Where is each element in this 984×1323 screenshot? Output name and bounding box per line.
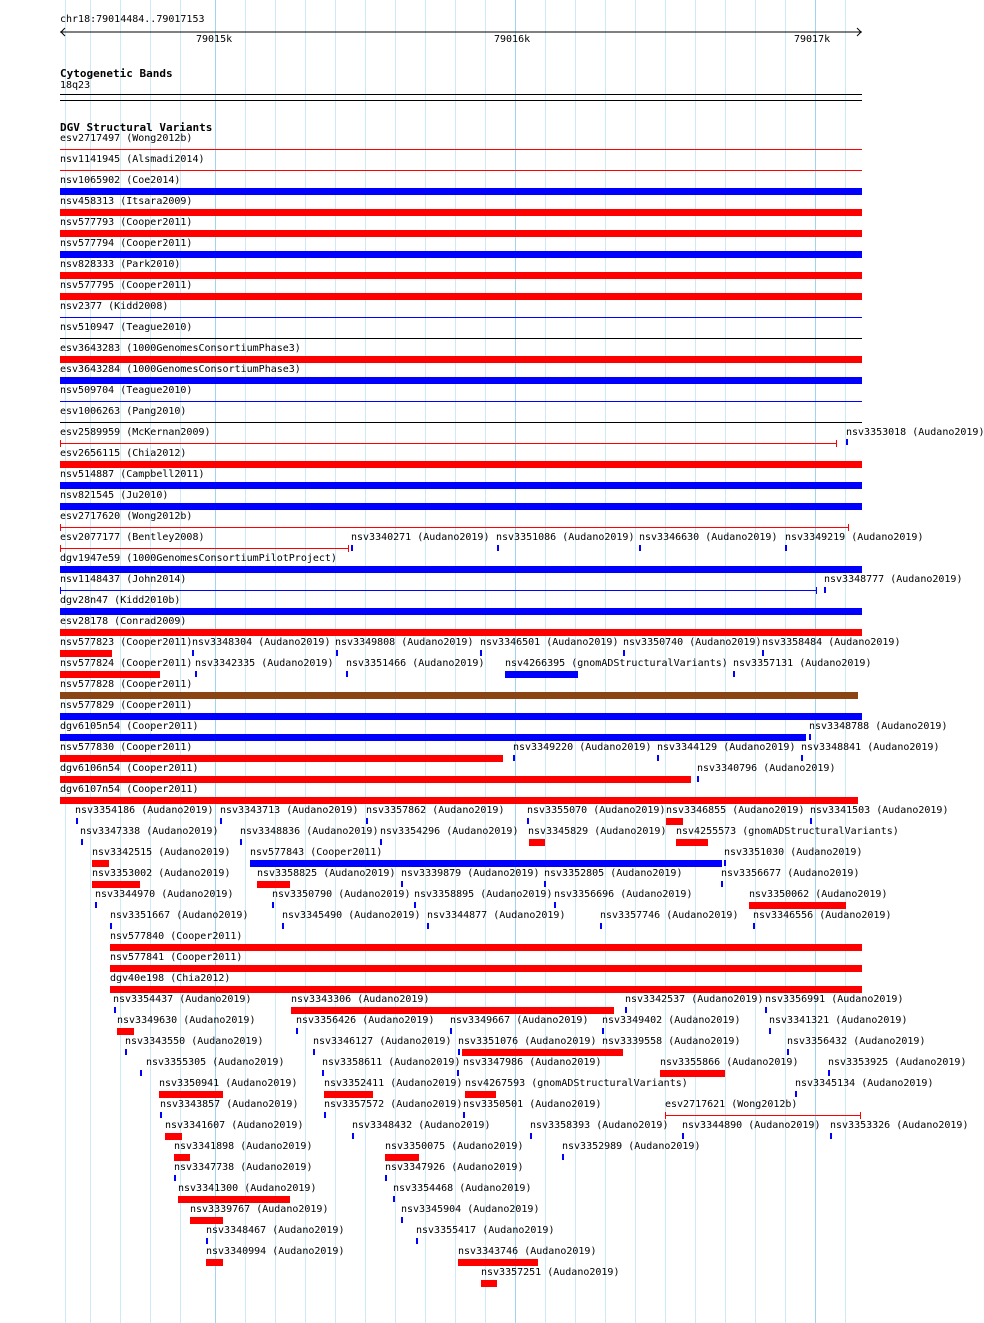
- feature-label[interactable]: nsv3357572 (Audano2019): [324, 1099, 463, 1110]
- variant-tick[interactable]: [195, 671, 197, 677]
- feature-label[interactable]: nsv3358825 (Audano2019): [257, 868, 396, 879]
- variant-bar[interactable]: [60, 356, 862, 363]
- feature-label[interactable]: nsv3347986 (Audano2019): [463, 1057, 602, 1068]
- variant-bar[interactable]: [465, 1091, 496, 1098]
- variant-bar[interactable]: [462, 1049, 623, 1056]
- feature-label[interactable]: nsv3355417 (Audano2019): [416, 1225, 555, 1236]
- variant-bar[interactable]: [505, 671, 578, 678]
- variant-bar[interactable]: [60, 671, 160, 678]
- variant-line[interactable]: [60, 338, 862, 339]
- variant-tick[interactable]: [809, 734, 811, 740]
- dgv-track-title: DGV Structural Variants: [60, 121, 213, 134]
- variant-bar[interactable]: [60, 734, 806, 741]
- feature-label[interactable]: esv2717621 (Wong2012b): [665, 1099, 798, 1110]
- feature-label[interactable]: nsv3341300 (Audano2019): [178, 1183, 317, 1194]
- feature-label[interactable]: nsv3351667 (Audano2019): [110, 910, 249, 921]
- variant-tick[interactable]: [220, 818, 222, 824]
- feature-label[interactable]: nsv577843 (Cooper2011): [250, 847, 383, 858]
- variant-tick[interactable]: [457, 1070, 459, 1076]
- variant-span-cap: [836, 440, 837, 447]
- feature-label[interactable]: nsv3356426 (Audano2019): [296, 1015, 435, 1026]
- variant-tick[interactable]: [765, 1007, 767, 1013]
- variant-span-cap: [348, 545, 349, 552]
- variant-tick[interactable]: [393, 1196, 395, 1202]
- feature-label[interactable]: nsv3357251 (Audano2019): [481, 1267, 620, 1278]
- variant-span[interactable]: [60, 590, 816, 591]
- variant-bar[interactable]: [110, 944, 862, 951]
- feature-label[interactable]: esv2717497 (Wong2012b): [60, 133, 193, 144]
- feature-label[interactable]: nsv3350740 (Audano2019): [623, 637, 762, 648]
- variant-bar[interactable]: [165, 1133, 182, 1140]
- variant-bar[interactable]: [60, 251, 862, 258]
- variant-tick[interactable]: [346, 671, 348, 677]
- feature-label[interactable]: nsv4267593 (gnomADStructuralVariants): [465, 1078, 688, 1089]
- feature-label[interactable]: nsv3342335 (Audano2019): [195, 658, 334, 669]
- feature-label[interactable]: nsv3345134 (Audano2019): [795, 1078, 934, 1089]
- variant-tick[interactable]: [480, 650, 482, 656]
- variant-line[interactable]: [60, 149, 862, 150]
- feature-label[interactable]: nsv3351086 (Audano2019): [496, 532, 635, 543]
- variant-bar[interactable]: [529, 839, 545, 846]
- feature-label[interactable]: nsv3354468 (Audano2019): [393, 1183, 532, 1194]
- feature-label[interactable]: nsv3348304 (Audano2019): [192, 637, 331, 648]
- variant-span-cap: [848, 524, 849, 531]
- variant-bar[interactable]: [250, 860, 722, 867]
- variant-tick[interactable]: [795, 1091, 797, 1097]
- feature-label[interactable]: nsv1065902 (Coe2014): [60, 175, 181, 186]
- feature-label[interactable]: nsv3348777 (Audano2019): [824, 574, 963, 585]
- feature-label[interactable]: esv3643284 (1000GenomesConsortiumPhase3): [60, 364, 301, 375]
- feature-label[interactable]: nsv1141945 (Alsmadi2014): [60, 154, 205, 165]
- feature-label[interactable]: nsv3356696 (Audano2019): [554, 889, 693, 900]
- feature-label[interactable]: nsv3340994 (Audano2019): [206, 1246, 345, 1257]
- feature-label[interactable]: nsv3358484 (Audano2019): [762, 637, 901, 648]
- variant-bar[interactable]: [159, 1091, 223, 1098]
- variant-bar[interactable]: [385, 1154, 419, 1161]
- feature-label[interactable]: nsv3349402 (Audano2019): [602, 1015, 741, 1026]
- variant-tick[interactable]: [600, 923, 602, 929]
- variant-bar[interactable]: [206, 1259, 223, 1266]
- feature-label[interactable]: nsv3344970 (Audano2019): [95, 889, 234, 900]
- variant-bar[interactable]: [481, 1280, 497, 1287]
- variant-tick[interactable]: [602, 1028, 604, 1034]
- feature-label[interactable]: esv3643283 (1000GenomesConsortiumPhase3): [60, 343, 301, 354]
- variant-bar[interactable]: [60, 230, 862, 237]
- variant-span[interactable]: [665, 1115, 860, 1116]
- feature-label[interactable]: nsv3348467 (Audano2019): [206, 1225, 345, 1236]
- variant-bar[interactable]: [60, 629, 862, 636]
- feature-label[interactable]: nsv3349630 (Audano2019): [117, 1015, 256, 1026]
- feature-label[interactable]: esv28178 (Conrad2009): [60, 616, 187, 627]
- variant-tick[interactable]: [322, 1070, 324, 1076]
- feature-label[interactable]: dgv6107n54 (Cooper2011): [60, 784, 199, 795]
- variant-tick[interactable]: [174, 1175, 176, 1181]
- feature-label[interactable]: nsv3346556 (Audano2019): [753, 910, 892, 921]
- scale-ruler: [0, 24, 890, 44]
- cytoband-label[interactable]: 18q23: [60, 80, 91, 91]
- feature-label[interactable]: nsv3353326 (Audano2019): [830, 1120, 969, 1131]
- variant-tick[interactable]: [140, 1070, 142, 1076]
- variant-tick[interactable]: [810, 818, 812, 824]
- feature-label[interactable]: nsv3343306 (Audano2019): [291, 994, 430, 1005]
- ruler-tick-label: 79016k: [494, 34, 531, 45]
- feature-label[interactable]: nsv3355866 (Audano2019): [660, 1057, 799, 1068]
- variant-tick[interactable]: [463, 1112, 465, 1118]
- feature-label[interactable]: nsv821545 (Ju2010): [60, 490, 169, 501]
- feature-label[interactable]: nsv3344890 (Audano2019): [682, 1120, 821, 1131]
- feature-label[interactable]: nsv3352805 (Audano2019): [544, 868, 683, 879]
- feature-label[interactable]: nsv577828 (Cooper2011): [60, 679, 193, 690]
- feature-label[interactable]: nsv577841 (Cooper2011): [110, 952, 243, 963]
- grid-line: [335, 0, 336, 1323]
- variant-tick[interactable]: [497, 545, 499, 551]
- feature-label[interactable]: dgv1947e59 (1000GenomesConsortiumPilotProject): [60, 553, 337, 564]
- variant-tick[interactable]: [380, 839, 382, 845]
- variant-tick[interactable]: [623, 650, 625, 656]
- feature-label[interactable]: nsv3357746 (Audano2019): [600, 910, 739, 921]
- feature-label[interactable]: nsv3342537 (Audano2019): [625, 994, 764, 1005]
- feature-label[interactable]: nsv577795 (Cooper2011): [60, 280, 193, 291]
- feature-label[interactable]: nsv577794 (Cooper2011): [60, 238, 193, 249]
- variant-tick[interactable]: [125, 1049, 127, 1055]
- variant-tick[interactable]: [458, 1049, 460, 1055]
- variant-bar[interactable]: [60, 503, 862, 510]
- feature-label[interactable]: nsv3349808 (Audano2019): [335, 637, 474, 648]
- variant-span[interactable]: [60, 527, 848, 528]
- variant-tick[interactable]: [682, 1133, 684, 1139]
- feature-label[interactable]: esv2077177 (Bentley2008): [60, 532, 205, 543]
- variant-tick[interactable]: [352, 1133, 354, 1139]
- variant-line[interactable]: [60, 170, 862, 171]
- feature-label[interactable]: nsv3352989 (Audano2019): [562, 1141, 701, 1152]
- variant-tick[interactable]: [787, 1049, 789, 1055]
- variant-tick[interactable]: [450, 1028, 452, 1034]
- feature-label[interactable]: dgv6106n54 (Cooper2011): [60, 763, 199, 774]
- feature-label[interactable]: nsv3358393 (Audano2019): [530, 1120, 669, 1131]
- feature-label[interactable]: nsv577840 (Cooper2011): [110, 931, 243, 942]
- variant-tick[interactable]: [95, 902, 97, 908]
- feature-label[interactable]: nsv4266395 (gnomADStructuralVariants): [505, 658, 728, 669]
- feature-label[interactable]: esv1006263 (Pang2010): [60, 406, 187, 417]
- feature-label[interactable]: nsv3352411 (Audano2019): [324, 1078, 463, 1089]
- variant-tick[interactable]: [753, 923, 755, 929]
- feature-label[interactable]: nsv3345490 (Audano2019): [282, 910, 421, 921]
- feature-label[interactable]: nsv4255573 (gnomADStructuralVariants): [676, 826, 899, 837]
- cytoband-bar-bottom: [60, 100, 862, 101]
- feature-label[interactable]: nsv3358611 (Audano2019): [322, 1057, 461, 1068]
- feature-label[interactable]: nsv3344877 (Audano2019): [427, 910, 566, 921]
- variant-span[interactable]: [60, 548, 348, 549]
- feature-label[interactable]: nsv3348432 (Audano2019): [352, 1120, 491, 1131]
- variant-bar[interactable]: [178, 1196, 290, 1203]
- variant-tick[interactable]: [657, 755, 659, 761]
- variant-bar[interactable]: [110, 965, 862, 972]
- feature-label[interactable]: nsv3343550 (Audano2019): [125, 1036, 264, 1047]
- ruler-tick-label: 79015k: [196, 34, 233, 45]
- feature-label[interactable]: nsv3357131 (Audano2019): [733, 658, 872, 669]
- feature-label[interactable]: nsv3350062 (Audano2019): [749, 889, 888, 900]
- feature-label[interactable]: nsv3345829 (Audano2019): [528, 826, 667, 837]
- feature-label[interactable]: nsv3354186 (Audano2019): [75, 805, 214, 816]
- feature-label[interactable]: nsv3339879 (Audano2019): [401, 868, 540, 879]
- variant-tick[interactable]: [160, 1112, 162, 1118]
- variant-tick[interactable]: [527, 818, 529, 824]
- feature-label[interactable]: nsv3343713 (Audano2019): [220, 805, 359, 816]
- variant-tick[interactable]: [830, 1133, 832, 1139]
- feature-label[interactable]: nsv3355070 (Audano2019): [527, 805, 666, 816]
- variant-tick[interactable]: [81, 839, 83, 845]
- feature-label[interactable]: nsv3354437 (Audano2019): [113, 994, 252, 1005]
- variant-tick[interactable]: [324, 1112, 326, 1118]
- variant-bar[interactable]: [324, 1091, 373, 1098]
- variant-bar[interactable]: [190, 1217, 223, 1224]
- feature-label[interactable]: nsv3344129 (Audano2019): [657, 742, 796, 753]
- variant-tick[interactable]: [416, 1238, 418, 1244]
- feature-label[interactable]: nsv3348836 (Audano2019): [240, 826, 379, 837]
- variant-tick[interactable]: [76, 818, 78, 824]
- feature-label[interactable]: nsv458313 (Itsara2009): [60, 196, 193, 207]
- feature-label[interactable]: nsv3354296 (Audano2019): [380, 826, 519, 837]
- variant-tick[interactable]: [192, 650, 194, 656]
- variant-bar[interactable]: [174, 1154, 190, 1161]
- feature-label[interactable]: nsv3353002 (Audano2019): [92, 868, 231, 879]
- feature-label[interactable]: nsv2377 (Kidd2008): [60, 301, 169, 312]
- variant-span-cap: [816, 587, 817, 594]
- variant-bar[interactable]: [291, 1007, 614, 1014]
- feature-label[interactable]: nsv3341503 (Audano2019): [810, 805, 949, 816]
- variant-bar[interactable]: [257, 881, 290, 888]
- feature-label[interactable]: dgv40e198 (Chia2012): [110, 973, 231, 984]
- variant-tick[interactable]: [206, 1238, 208, 1244]
- variant-tick[interactable]: [625, 1007, 627, 1013]
- variant-bar[interactable]: [92, 860, 109, 867]
- feature-label[interactable]: dgv6105n54 (Cooper2011): [60, 721, 199, 732]
- feature-label[interactable]: esv2717620 (Wong2012b): [60, 511, 193, 522]
- feature-label[interactable]: nsv577823 (Cooper2011): [60, 637, 193, 648]
- variant-tick[interactable]: [769, 1028, 771, 1034]
- variant-tick[interactable]: [240, 839, 242, 845]
- variant-tick[interactable]: [530, 1133, 532, 1139]
- variant-tick[interactable]: [351, 545, 353, 551]
- feature-label[interactable]: nsv3346855 (Audano2019): [666, 805, 805, 816]
- feature-label[interactable]: nsv3348788 (Audano2019): [809, 721, 948, 732]
- feature-label[interactable]: nsv3351076 (Audano2019): [458, 1036, 597, 1047]
- variant-tick[interactable]: [427, 923, 429, 929]
- variant-tick[interactable]: [562, 1154, 564, 1160]
- feature-label[interactable]: nsv510947 (Teague2010): [60, 322, 193, 333]
- feature-label[interactable]: nsv3343746 (Audano2019): [458, 1246, 597, 1257]
- variant-span-cap: [860, 1112, 861, 1119]
- feature-label[interactable]: nsv3347738 (Audano2019): [174, 1162, 313, 1173]
- variant-line[interactable]: [60, 317, 862, 318]
- feature-label[interactable]: nsv3340796 (Audano2019): [697, 763, 836, 774]
- variant-bar[interactable]: [660, 1070, 725, 1077]
- region-label: chr18:79014484..79017153: [60, 14, 205, 25]
- feature-label[interactable]: nsv3341607 (Audano2019): [165, 1120, 304, 1131]
- feature-label[interactable]: nsv3347338 (Audano2019): [80, 826, 219, 837]
- feature-label[interactable]: nsv828333 (Park2010): [60, 259, 181, 270]
- variant-bar[interactable]: [60, 797, 858, 804]
- variant-tick[interactable]: [313, 1049, 315, 1055]
- variant-bar[interactable]: [60, 272, 862, 279]
- feature-label[interactable]: nsv577793 (Cooper2011): [60, 217, 193, 228]
- variant-tick[interactable]: [824, 587, 826, 593]
- feature-label[interactable]: nsv3353925 (Audano2019): [828, 1057, 967, 1068]
- variant-bar[interactable]: [458, 1259, 538, 1266]
- feature-label[interactable]: nsv3346630 (Audano2019): [639, 532, 778, 543]
- feature-label[interactable]: nsv577830 (Cooper2011): [60, 742, 193, 753]
- feature-label[interactable]: nsv3339767 (Audano2019): [190, 1204, 329, 1215]
- feature-label[interactable]: nsv3350501 (Audano2019): [463, 1099, 602, 1110]
- feature-label[interactable]: nsv3339558 (Audano2019): [602, 1036, 741, 1047]
- feature-label[interactable]: nsv3346501 (Audano2019): [480, 637, 619, 648]
- variant-bar[interactable]: [60, 482, 862, 489]
- variant-tick[interactable]: [385, 1175, 387, 1181]
- feature-label[interactable]: nsv3355305 (Audano2019): [146, 1057, 285, 1068]
- feature-label[interactable]: nsv3348841 (Audano2019): [801, 742, 940, 753]
- feature-label[interactable]: nsv3341898 (Audano2019): [174, 1141, 313, 1152]
- variant-tick[interactable]: [554, 902, 556, 908]
- feature-label[interactable]: nsv3342515 (Audano2019): [92, 847, 231, 858]
- variant-bar[interactable]: [60, 377, 862, 384]
- variant-tick[interactable]: [282, 923, 284, 929]
- feature-label[interactable]: nsv3356677 (Audano2019): [721, 868, 860, 879]
- variant-bar[interactable]: [60, 461, 862, 468]
- feature-label[interactable]: nsv3340271 (Audano2019): [351, 532, 490, 543]
- variant-bar[interactable]: [60, 209, 862, 216]
- variant-tick[interactable]: [639, 545, 641, 551]
- feature-label[interactable]: nsv3351030 (Audano2019): [724, 847, 863, 858]
- variant-tick[interactable]: [296, 1028, 298, 1034]
- variant-line[interactable]: [60, 401, 862, 402]
- variant-bar[interactable]: [676, 839, 708, 846]
- variant-tick[interactable]: [697, 776, 699, 782]
- variant-bar[interactable]: [60, 188, 862, 195]
- variant-tick[interactable]: [401, 881, 403, 887]
- feature-label[interactable]: nsv3347926 (Audano2019): [385, 1162, 524, 1173]
- variant-tick[interactable]: [114, 1007, 116, 1013]
- feature-label[interactable]: nsv3357862 (Audano2019): [366, 805, 505, 816]
- variant-tick[interactable]: [733, 671, 735, 677]
- variant-tick[interactable]: [544, 881, 546, 887]
- variant-bar[interactable]: [60, 293, 862, 300]
- variant-line[interactable]: [60, 422, 862, 423]
- cytoband-bar-top: [60, 94, 862, 95]
- variant-bar[interactable]: [110, 986, 862, 993]
- variant-tick[interactable]: [414, 902, 416, 908]
- feature-label[interactable]: nsv3353018 (Audano2019): [846, 427, 984, 438]
- feature-label[interactable]: nsv1148437 (John2014): [60, 574, 187, 585]
- feature-label[interactable]: nsv577824 (Cooper2011): [60, 658, 193, 669]
- variant-tick[interactable]: [785, 545, 787, 551]
- variant-bar[interactable]: [60, 755, 503, 762]
- variant-bar[interactable]: [60, 566, 862, 573]
- variant-bar[interactable]: [60, 650, 112, 657]
- variant-bar[interactable]: [60, 692, 858, 699]
- variant-tick[interactable]: [336, 650, 338, 656]
- variant-bar[interactable]: [60, 713, 862, 720]
- feature-label[interactable]: nsv3350790 (Audano2019): [272, 889, 411, 900]
- feature-label[interactable]: nsv3356991 (Audano2019): [765, 994, 904, 1005]
- variant-tick[interactable]: [828, 1070, 830, 1076]
- variant-tick[interactable]: [721, 881, 723, 887]
- feature-label[interactable]: nsv3343857 (Audano2019): [160, 1099, 299, 1110]
- variant-tick[interactable]: [724, 860, 726, 866]
- feature-label[interactable]: nsv3351466 (Audano2019): [346, 658, 485, 669]
- variant-tick[interactable]: [513, 755, 515, 761]
- variant-tick[interactable]: [110, 923, 112, 929]
- feature-label[interactable]: nsv3345904 (Audano2019): [401, 1204, 540, 1215]
- variant-bar[interactable]: [117, 1028, 134, 1035]
- ruler-tick-label: 79017k: [794, 34, 831, 45]
- feature-label[interactable]: nsv3349220 (Audano2019): [513, 742, 652, 753]
- variant-span[interactable]: [60, 443, 836, 444]
- feature-label[interactable]: nsv3358895 (Audano2019): [414, 889, 553, 900]
- variant-tick[interactable]: [272, 902, 274, 908]
- variant-bar[interactable]: [749, 902, 846, 909]
- feature-label[interactable]: nsv509704 (Teague2010): [60, 385, 193, 396]
- cytoband-track-title: Cytogenetic Bands: [60, 67, 173, 80]
- feature-label[interactable]: dgv28n47 (Kidd2010b): [60, 595, 181, 606]
- variant-bar[interactable]: [60, 608, 862, 615]
- variant-tick[interactable]: [401, 1217, 403, 1223]
- feature-label[interactable]: nsv3350075 (Audano2019): [385, 1141, 524, 1152]
- feature-label[interactable]: esv2656115 (Chia2012): [60, 448, 187, 459]
- variant-tick[interactable]: [762, 650, 764, 656]
- feature-label[interactable]: nsv3356432 (Audano2019): [787, 1036, 926, 1047]
- variant-tick[interactable]: [366, 818, 368, 824]
- feature-label[interactable]: nsv3350941 (Audano2019): [159, 1078, 298, 1089]
- variant-bar[interactable]: [60, 776, 691, 783]
- feature-label[interactable]: nsv3341321 (Audano2019): [769, 1015, 908, 1026]
- variant-bar[interactable]: [666, 818, 683, 825]
- variant-tick[interactable]: [801, 755, 803, 761]
- feature-label[interactable]: esv2589959 (McKernan2009): [60, 427, 211, 438]
- variant-tick[interactable]: [846, 439, 848, 445]
- variant-bar[interactable]: [92, 881, 140, 888]
- feature-label[interactable]: nsv3349219 (Audano2019): [785, 532, 924, 543]
- feature-label[interactable]: nsv514887 (Campbell2011): [60, 469, 205, 480]
- feature-label[interactable]: nsv3346127 (Audano2019): [313, 1036, 452, 1047]
- feature-label[interactable]: nsv3349667 (Audano2019): [450, 1015, 589, 1026]
- feature-label[interactable]: nsv577829 (Cooper2011): [60, 700, 193, 711]
